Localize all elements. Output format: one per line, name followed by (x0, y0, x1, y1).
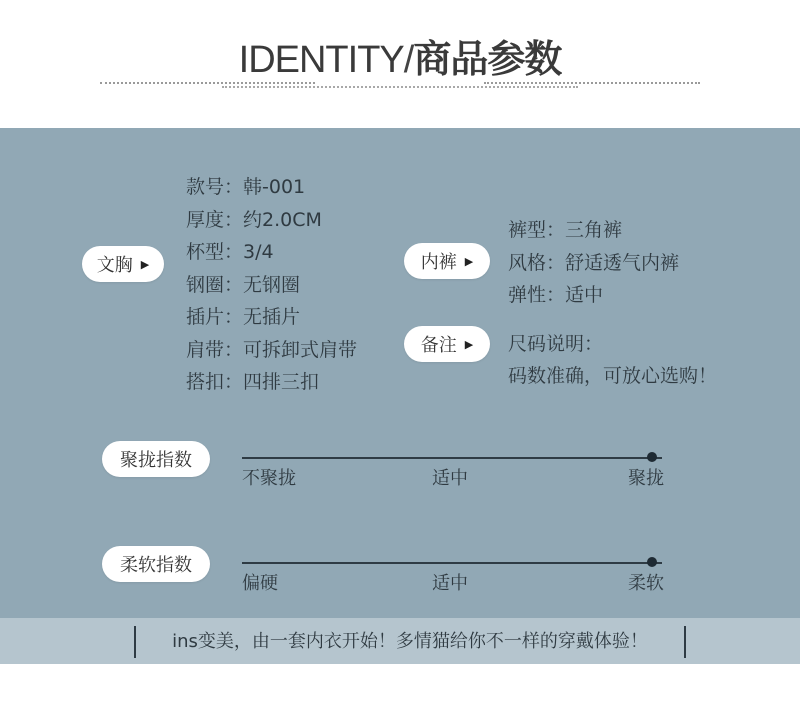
softness-level-marker (647, 557, 657, 567)
play-arrow-icon: ▶ (464, 337, 474, 351)
gather-label-low: 不聚拢 (242, 468, 296, 489)
spec-item: 风格：舒适透气内裤 (508, 251, 680, 274)
bra-pill (82, 246, 164, 282)
softness-index-label: 柔软指数 (120, 555, 192, 576)
spec-item: 裤型：三角裤 (508, 219, 623, 241)
title-cn: 商品参数 (413, 39, 562, 81)
remarks-text (508, 328, 717, 392)
remarks-pill-label: 备注 (420, 335, 457, 356)
footer-slogan: ins变美，由一套内衣开始！多情猫给你不一样的穿戴体验！ (172, 631, 648, 652)
panties-pill-label: 内裤 (420, 252, 457, 273)
page-title (0, 28, 800, 83)
panties-pill (404, 243, 490, 279)
spec-item: 杯型：3/4 (186, 241, 274, 263)
footer-bar-right (684, 626, 686, 658)
title-en: IDENTITY (238, 39, 404, 81)
gather-label-mid: 适中 (432, 468, 468, 489)
bottom-spacer (0, 664, 800, 710)
softness-label-mid: 适中 (432, 573, 468, 594)
softness-label-low: 偏硬 (242, 573, 278, 594)
softness-label-high: 柔软 (628, 573, 664, 594)
footer-banner (0, 618, 800, 664)
play-arrow-icon: ▶ (140, 257, 150, 271)
divider-dots-right (484, 82, 700, 88)
remark-line: 尺码说明： (508, 333, 604, 355)
gather-level-marker (647, 452, 657, 462)
softness-index-pill (102, 546, 210, 582)
spec-item: 弹性：适中 (508, 284, 604, 306)
gather-index-label: 聚拢指数 (120, 450, 192, 471)
gather-scale-line (242, 457, 662, 459)
bra-pill-label: 文胸 (96, 255, 133, 276)
spec-item: 款号：韩-001 (186, 176, 306, 198)
bra-spec-list (186, 171, 357, 399)
softness-scale-line (242, 562, 662, 564)
spec-item: 搭扣：四排三扣 (186, 371, 320, 393)
remark-line: 码数准确，可放心选购！ (508, 365, 718, 387)
spec-item: 肩带：可拆卸式肩带 (186, 338, 358, 361)
gather-index-pill (102, 441, 210, 477)
play-arrow-icon: ▶ (464, 254, 474, 268)
spec-item: 插片：无插片 (186, 306, 301, 328)
spec-item: 厚度：约2.0CM (186, 208, 322, 231)
title-slash: / (403, 39, 414, 81)
header (0, 0, 800, 128)
panties-spec-list (508, 214, 679, 312)
gather-label-high: 聚拢 (628, 468, 664, 489)
remarks-pill (404, 326, 490, 362)
spec-item: 钢圈：无钢圈 (186, 273, 301, 296)
